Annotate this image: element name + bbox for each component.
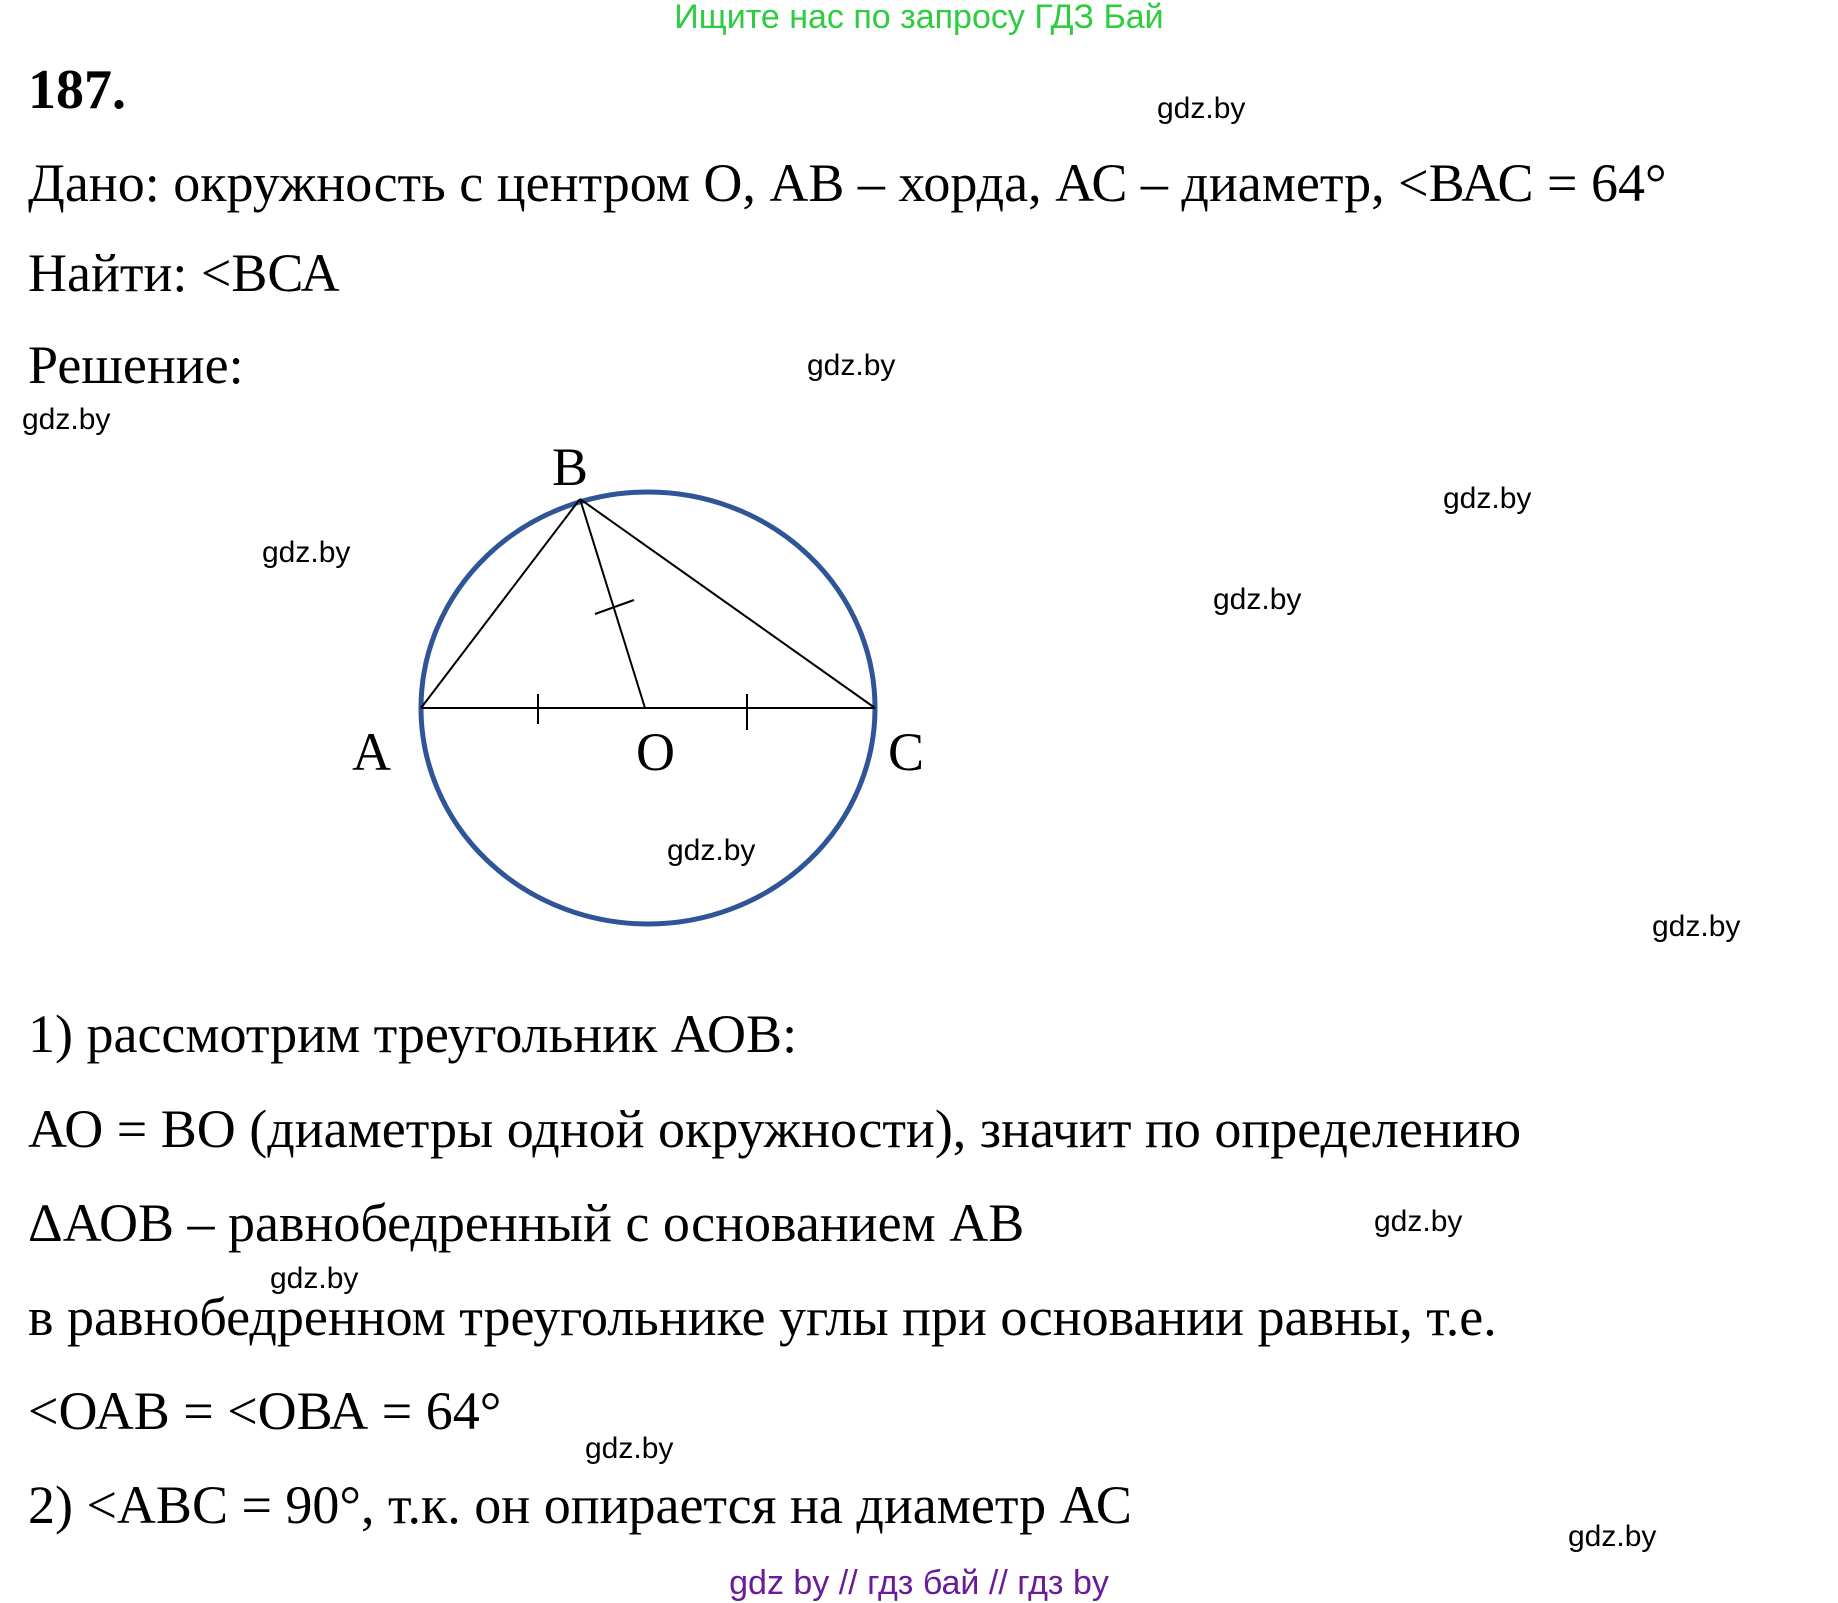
label-b: B [552,437,589,497]
footer-links: gdz by // гдз бай // гдз by [729,1564,1109,1602]
watermark: gdz.by [1443,482,1532,515]
watermark: gdz.by [1652,910,1741,943]
watermark: gdz.by [807,349,896,382]
label-o: O [636,722,675,782]
find-text: Найти: <ВСА [28,243,340,303]
solution-label: Решение: [28,335,244,395]
top-banner: Ищите нас по запросу ГДЗ Бай [674,0,1164,36]
step-1: 1) рассмотрим треугольник АОВ: [28,1004,798,1064]
problem-number: 187. [28,59,126,121]
watermark: gdz.by [262,536,351,569]
step-3: ΔАОВ – равнобедренный с основанием АВ [28,1193,1025,1253]
step-2: АО = ВО (диаметры одной окружности), значит по определению [28,1099,1522,1159]
label-c: C [888,722,925,782]
watermark: gdz.by [270,1262,359,1295]
segment-bo [580,499,645,708]
watermark: gdz.by [1374,1205,1463,1238]
watermark: gdz.by [667,834,756,867]
watermark: gdz.by [1568,1520,1657,1553]
given-text: Дано: окружность с центром О, АВ – хорда, АС – диаметр, <ВАС = 64° [28,153,1667,213]
watermark: gdz.by [585,1432,674,1465]
step-5: <ОАВ = <ОВА = 64° [28,1381,502,1441]
step-6: 2) <АВС = 90°, т.к. он опирается на диаметр АС [28,1475,1132,1535]
chord-ab [421,499,580,708]
watermark: gdz.by [1213,583,1302,616]
watermark: gdz.by [1157,92,1246,125]
watermark: gdz.by [22,403,111,436]
step-4: в равнобедренном треугольнике углы при основании равны, т.е. [28,1287,1497,1347]
label-a: A [352,722,391,782]
